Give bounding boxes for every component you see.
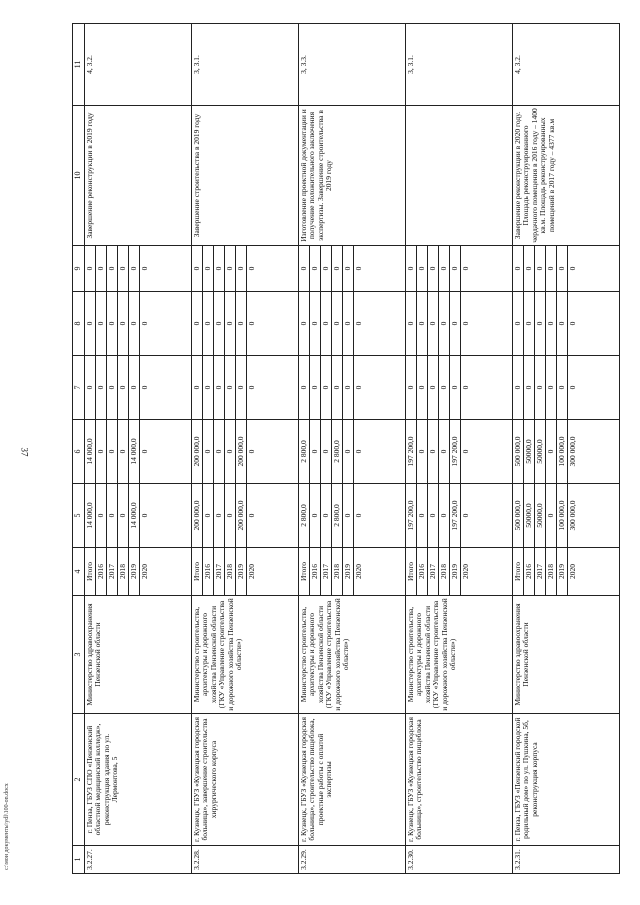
column-header-9: 9 bbox=[73, 246, 85, 292]
indicator-cell: 3, 3.1. bbox=[406, 24, 513, 106]
funding-cell-c6 bbox=[299, 420, 406, 484]
column-header-3: 3 bbox=[73, 596, 85, 714]
funding-value: 0 bbox=[214, 420, 225, 483]
years-cell bbox=[85, 548, 192, 596]
funding-value: 0 bbox=[85, 292, 96, 355]
funding-value: 0 bbox=[247, 266, 256, 271]
funding-cell-c6 bbox=[406, 420, 513, 484]
funding-value: 0 bbox=[568, 266, 577, 271]
funding-value: 0 bbox=[428, 292, 439, 355]
funding-value: 0 bbox=[140, 449, 149, 454]
funding-value: 197 200,0 bbox=[450, 420, 461, 483]
funding-value: 0 bbox=[140, 513, 149, 518]
funding-value: 0 bbox=[247, 449, 256, 454]
table-row bbox=[85, 24, 192, 874]
funding-value: 0 bbox=[417, 420, 428, 483]
column-header-1: 1 bbox=[73, 846, 85, 874]
year-value: 2016 bbox=[203, 548, 214, 595]
funding-value: 0 bbox=[546, 420, 557, 483]
object-name-cell: г. Кузнецк, ГБУЗ «Кузнецкая городская больница», завершение строительства хирургического корпуса bbox=[192, 714, 299, 846]
table-row bbox=[299, 24, 406, 874]
funding-value: 0 bbox=[225, 246, 236, 291]
funding-value: 50000,0 bbox=[524, 420, 535, 483]
funding-value: 0 bbox=[546, 292, 557, 355]
funding-value: 0 bbox=[321, 292, 332, 355]
year-value: 2017 bbox=[535, 548, 546, 595]
funding-value: 0 bbox=[428, 246, 439, 291]
funding-value: 200 000,0 bbox=[236, 484, 247, 547]
funding-value: 0 bbox=[406, 246, 417, 291]
funding-value: 0 bbox=[118, 484, 129, 547]
funding-value: 0 bbox=[513, 246, 524, 291]
funding-value: 0 bbox=[332, 246, 343, 291]
funding-value: 0 bbox=[321, 484, 332, 547]
column-header-10: 10 bbox=[73, 106, 85, 246]
years-cell bbox=[406, 548, 513, 596]
funding-value: 0 bbox=[461, 449, 470, 454]
funding-cell-c5 bbox=[513, 484, 620, 548]
funding-value: 0 bbox=[247, 321, 256, 326]
funding-value: 500 000,0 bbox=[513, 484, 524, 547]
object-name-cell: г. Кузнецк, ГБУЗ «Кузнецкая городская больница», строительство пищеблока bbox=[406, 714, 513, 846]
funding-value: 0 bbox=[332, 356, 343, 419]
years-cell bbox=[299, 548, 406, 596]
funding-value: 0 bbox=[461, 266, 470, 271]
result-cell: Завершение реконструкции в 2019 году bbox=[85, 106, 192, 246]
year-value: 2019 bbox=[343, 548, 354, 595]
year-value: 2017 bbox=[107, 548, 118, 595]
funding-value: 0 bbox=[524, 292, 535, 355]
row-number-cell: 3.2.31. bbox=[513, 846, 620, 874]
row-number-cell: 3.2.30. bbox=[406, 846, 513, 874]
funding-cell-c5 bbox=[406, 484, 513, 548]
funding-value: 0 bbox=[343, 292, 354, 355]
funding-value: 0 bbox=[461, 385, 470, 390]
year-value: 2018 bbox=[118, 548, 129, 595]
funding-value: 0 bbox=[343, 246, 354, 291]
funding-cell-c8 bbox=[513, 292, 620, 356]
funding-value: 0 bbox=[417, 292, 428, 355]
funding-value: 0 bbox=[439, 484, 450, 547]
funding-value: 0 bbox=[140, 385, 149, 390]
funding-value: 0 bbox=[236, 356, 247, 419]
years-cell bbox=[513, 548, 620, 596]
funding-value: 0 bbox=[247, 513, 256, 518]
column-header-11: 11 bbox=[73, 24, 85, 106]
funding-value: 0 bbox=[310, 420, 321, 483]
funding-cell-c5 bbox=[299, 484, 406, 548]
funding-value: 0 bbox=[439, 292, 450, 355]
funding-cell-c7 bbox=[513, 356, 620, 420]
indicator-cell: 3, 3.1. bbox=[192, 24, 299, 106]
funding-value: 0 bbox=[461, 513, 470, 518]
funding-value: 14 000,0 bbox=[129, 420, 140, 483]
funding-value: 0 bbox=[203, 420, 214, 483]
funding-value: 0 bbox=[332, 292, 343, 355]
funding-value: 2 800,0 bbox=[299, 484, 310, 547]
funding-value: 0 bbox=[417, 246, 428, 291]
funding-value: 200 000,0 bbox=[192, 420, 203, 483]
column-header-7: 7 bbox=[73, 356, 85, 420]
funding-value: 0 bbox=[129, 356, 140, 419]
funding-value: 0 bbox=[321, 420, 332, 483]
funding-value: 0 bbox=[406, 292, 417, 355]
funding-value: 0 bbox=[428, 484, 439, 547]
funding-value: 0 bbox=[107, 246, 118, 291]
year-value: 2018 bbox=[439, 548, 450, 595]
funding-value: 0 bbox=[417, 356, 428, 419]
funding-cell-c5 bbox=[192, 484, 299, 548]
funding-cell-c7 bbox=[406, 356, 513, 420]
funding-value: 0 bbox=[428, 420, 439, 483]
funding-value: 100 000,0 bbox=[557, 484, 568, 547]
year-value: 2017 bbox=[321, 548, 332, 595]
funding-cell-c9 bbox=[85, 246, 192, 292]
funding-cell-c7 bbox=[85, 356, 192, 420]
funding-value: 0 bbox=[310, 356, 321, 419]
funding-value: 0 bbox=[343, 484, 354, 547]
funding-value: 0 bbox=[354, 513, 363, 518]
funding-value: 0 bbox=[107, 292, 118, 355]
funding-value: 50000,0 bbox=[535, 420, 546, 483]
funding-value: 0 bbox=[203, 292, 214, 355]
funding-value: 0 bbox=[118, 356, 129, 419]
funding-value: 14 000,0 bbox=[129, 484, 140, 547]
funding-value: 0 bbox=[192, 292, 203, 355]
funding-value: 0 bbox=[118, 420, 129, 483]
year-value: Итого bbox=[192, 548, 203, 595]
funding-value: 0 bbox=[140, 321, 149, 326]
result-cell: Завершение реконструкции в 2020 году. Площадь реконструированного чердачного помещения в 2016 году – 1400 кв.м. Площадь реконструированных помещений в 2017 году – 4377 кв.м bbox=[513, 106, 620, 246]
funding-value: 0 bbox=[343, 356, 354, 419]
funding-cell-c9 bbox=[513, 246, 620, 292]
funding-value: 0 bbox=[236, 292, 247, 355]
funding-value: 0 bbox=[568, 385, 577, 390]
funding-cell-c8 bbox=[192, 292, 299, 356]
funding-value: 0 bbox=[96, 292, 107, 355]
funding-value: 0 bbox=[524, 356, 535, 419]
funding-value: 0 bbox=[129, 246, 140, 291]
year-value: 2016 bbox=[524, 548, 535, 595]
funding-value: 197 200,0 bbox=[406, 420, 417, 483]
year-value: 2016 bbox=[310, 548, 321, 595]
funding-cell-c8 bbox=[406, 292, 513, 356]
funding-value: 0 bbox=[343, 420, 354, 483]
column-header-2: 2 bbox=[73, 714, 85, 846]
funding-value: 50000,0 bbox=[535, 484, 546, 547]
year-value: 2017 bbox=[214, 548, 225, 595]
funding-value: 0 bbox=[535, 246, 546, 291]
funding-value: 0 bbox=[321, 356, 332, 419]
funding-value: 0 bbox=[450, 356, 461, 419]
funding-value: 2 800,0 bbox=[332, 420, 343, 483]
table-row bbox=[192, 24, 299, 874]
column-header-4: 4 bbox=[73, 548, 85, 596]
object-name-cell: г. Кузнецк, ГБУЗ «Кузнецкая городская больница», строительство пищеблока, проектные работы с оплатой экспертизы bbox=[299, 714, 406, 846]
funding-cell-c5 bbox=[85, 484, 192, 548]
year-value: Итого bbox=[299, 548, 310, 595]
funding-value: 0 bbox=[214, 246, 225, 291]
row-number-cell: 3.2.28. bbox=[192, 846, 299, 874]
column-header-8: 8 bbox=[73, 292, 85, 356]
year-value: 2020 bbox=[140, 564, 149, 579]
year-value: Итого bbox=[406, 548, 417, 595]
funding-value: 0 bbox=[354, 449, 363, 454]
funding-value: 0 bbox=[417, 484, 428, 547]
footer-path: c:\мои документы\ydl\100-on.docx bbox=[4, 783, 10, 870]
funding-value: 0 bbox=[96, 246, 107, 291]
funding-value: 0 bbox=[85, 246, 96, 291]
year-value: 2019 bbox=[557, 548, 568, 595]
year-value: 2020 bbox=[354, 564, 363, 579]
year-value: 2016 bbox=[417, 548, 428, 595]
funding-value: 0 bbox=[85, 356, 96, 419]
funding-cell-c6 bbox=[513, 420, 620, 484]
funding-cell-c6 bbox=[85, 420, 192, 484]
funding-value: 0 bbox=[557, 292, 568, 355]
program-table bbox=[72, 23, 620, 874]
year-value: 2018 bbox=[225, 548, 236, 595]
funding-value: 0 bbox=[406, 356, 417, 419]
funding-value: 0 bbox=[354, 266, 363, 271]
year-value: 2019 bbox=[129, 548, 140, 595]
funding-value: 0 bbox=[225, 292, 236, 355]
funding-value: 197 200,0 bbox=[406, 484, 417, 547]
rotated-table-container bbox=[72, 24, 620, 874]
funding-value: 0 bbox=[247, 385, 256, 390]
funding-cell-c8 bbox=[85, 292, 192, 356]
funding-value: 0 bbox=[557, 246, 568, 291]
funding-cell-c7 bbox=[299, 356, 406, 420]
funding-value: 0 bbox=[546, 356, 557, 419]
funding-cell-c9 bbox=[192, 246, 299, 292]
header-row bbox=[73, 24, 85, 874]
funding-value: 0 bbox=[450, 292, 461, 355]
funding-value: 0 bbox=[225, 484, 236, 547]
funding-cell-c7 bbox=[192, 356, 299, 420]
funding-value: 300 000,0 bbox=[568, 500, 577, 531]
funding-value: 197 200,0 bbox=[450, 484, 461, 547]
funding-value: 0 bbox=[140, 266, 149, 271]
funding-value: 300 000,0 bbox=[568, 436, 577, 467]
funding-value: 50000,0 bbox=[524, 484, 535, 547]
funding-value: 0 bbox=[524, 246, 535, 291]
year-value: 2016 bbox=[96, 548, 107, 595]
funding-value: 0 bbox=[107, 356, 118, 419]
funding-cell-c6 bbox=[192, 420, 299, 484]
funding-value: 0 bbox=[214, 484, 225, 547]
funding-value: 0 bbox=[225, 356, 236, 419]
funding-value: 0 bbox=[513, 292, 524, 355]
row-number-cell: 3.2.29. bbox=[299, 846, 406, 874]
funding-value: 0 bbox=[203, 356, 214, 419]
funding-value: 0 bbox=[192, 356, 203, 419]
funding-value: 0 bbox=[439, 356, 450, 419]
funding-value: 0 bbox=[513, 356, 524, 419]
funding-value: 0 bbox=[310, 292, 321, 355]
funding-value: 14 000,0 bbox=[85, 484, 96, 547]
indicator-cell: 4, 3.2. bbox=[513, 24, 620, 106]
year-value: 2018 bbox=[546, 548, 557, 595]
indicator-cell: 4, 3.2. bbox=[85, 24, 192, 106]
funding-value: 0 bbox=[428, 356, 439, 419]
row-number-cell: 3.2.27. bbox=[85, 846, 192, 874]
funding-value: 0 bbox=[461, 321, 470, 326]
result-cell bbox=[406, 106, 513, 246]
funding-value: 0 bbox=[118, 246, 129, 291]
funding-value: 14 000,0 bbox=[85, 420, 96, 483]
funding-value: 0 bbox=[354, 321, 363, 326]
year-value: Итого bbox=[513, 548, 524, 595]
funding-value: 0 bbox=[225, 420, 236, 483]
funding-value: 200 000,0 bbox=[236, 420, 247, 483]
funding-value: 0 bbox=[557, 356, 568, 419]
funding-value: 500 000,0 bbox=[513, 420, 524, 483]
funding-value: 0 bbox=[236, 246, 247, 291]
result-cell: Изготовление проектной документации и получение положительного заключения экспертизы. Завершение строительства в 2019 году bbox=[299, 106, 406, 246]
funding-value: 0 bbox=[107, 484, 118, 547]
funding-value: 0 bbox=[214, 356, 225, 419]
funding-value: 0 bbox=[214, 292, 225, 355]
customer-cell: Министерство здравоохранения Пензенской области bbox=[513, 596, 620, 714]
funding-value: 0 bbox=[203, 246, 214, 291]
customer-cell: Министерство строительства, архитектуры и дорожного хозяйства Пензенской области (ГКУ «Управление строительства и дорожного хозяйства Пензенской области») bbox=[192, 596, 299, 714]
funding-value: 0 bbox=[546, 484, 557, 547]
object-name-cell: г. Пенза, ГБУЗ «Пензенский городской родильный дом» по ул. Пушкина, 5б, реконструкция корпуса bbox=[513, 714, 620, 846]
funding-cell-c9 bbox=[299, 246, 406, 292]
page-number: 37 bbox=[19, 447, 30, 457]
year-value: 2017 bbox=[428, 548, 439, 595]
customer-cell: Министерство здравоохранения Пензенской области bbox=[85, 596, 192, 714]
funding-value: 200 000,0 bbox=[192, 484, 203, 547]
funding-value: 0 bbox=[96, 356, 107, 419]
funding-cell-c9 bbox=[406, 246, 513, 292]
funding-value: 0 bbox=[354, 385, 363, 390]
funding-value: 0 bbox=[107, 420, 118, 483]
funding-value: 0 bbox=[129, 292, 140, 355]
funding-value: 0 bbox=[118, 292, 129, 355]
table-row bbox=[513, 24, 620, 874]
indicator-cell: 3, 3.3. bbox=[299, 24, 406, 106]
funding-value: 0 bbox=[439, 246, 450, 291]
funding-value: 0 bbox=[439, 420, 450, 483]
funding-value: 0 bbox=[310, 246, 321, 291]
result-cell: Завершение строительства в 2019 году bbox=[192, 106, 299, 246]
year-value: 2019 bbox=[450, 548, 461, 595]
funding-value: 2 800,0 bbox=[332, 484, 343, 547]
year-value: 2019 bbox=[236, 548, 247, 595]
year-value: 2020 bbox=[461, 564, 470, 579]
funding-value: 0 bbox=[299, 292, 310, 355]
year-value: 2020 bbox=[247, 564, 256, 579]
funding-value: 2 800,0 bbox=[299, 420, 310, 483]
years-cell bbox=[192, 548, 299, 596]
year-value: Итого bbox=[85, 548, 96, 595]
column-header-5: 5 bbox=[73, 484, 85, 548]
funding-value: 0 bbox=[96, 484, 107, 547]
table-row bbox=[406, 24, 513, 874]
funding-value: 0 bbox=[546, 246, 557, 291]
funding-value: 0 bbox=[535, 292, 546, 355]
funding-value: 0 bbox=[203, 484, 214, 547]
funding-value: 0 bbox=[96, 420, 107, 483]
funding-value: 0 bbox=[535, 356, 546, 419]
table-body bbox=[85, 24, 620, 874]
funding-value: 100 000,0 bbox=[557, 420, 568, 483]
customer-cell: Министерство строительства, архитектуры и дорожного хозяйства Пензенской области (ГКУ «Управление строительства и дорожного хозяйства Пензенской области») bbox=[299, 596, 406, 714]
funding-value: 0 bbox=[192, 246, 203, 291]
funding-value: 0 bbox=[299, 356, 310, 419]
column-header-6: 6 bbox=[73, 420, 85, 484]
funding-value: 0 bbox=[310, 484, 321, 547]
funding-value: 0 bbox=[321, 246, 332, 291]
funding-cell-c8 bbox=[299, 292, 406, 356]
year-value: 2018 bbox=[332, 548, 343, 595]
year-value: 2020 bbox=[568, 564, 577, 579]
customer-cell: Министерство строительства, архитектуры и дорожного хозяйства Пензенской области (ГКУ «Управление строительства и дорожного хозяйства Пензенской области») bbox=[406, 596, 513, 714]
object-name-cell: г. Пенза, ГБУЗ СПО «Пензенский областной медицинский колледж», реконструкция здания по ул. Лермонтова, 5 bbox=[85, 714, 192, 846]
funding-value: 0 bbox=[450, 246, 461, 291]
funding-value: 0 bbox=[568, 321, 577, 326]
funding-value: 0 bbox=[299, 246, 310, 291]
